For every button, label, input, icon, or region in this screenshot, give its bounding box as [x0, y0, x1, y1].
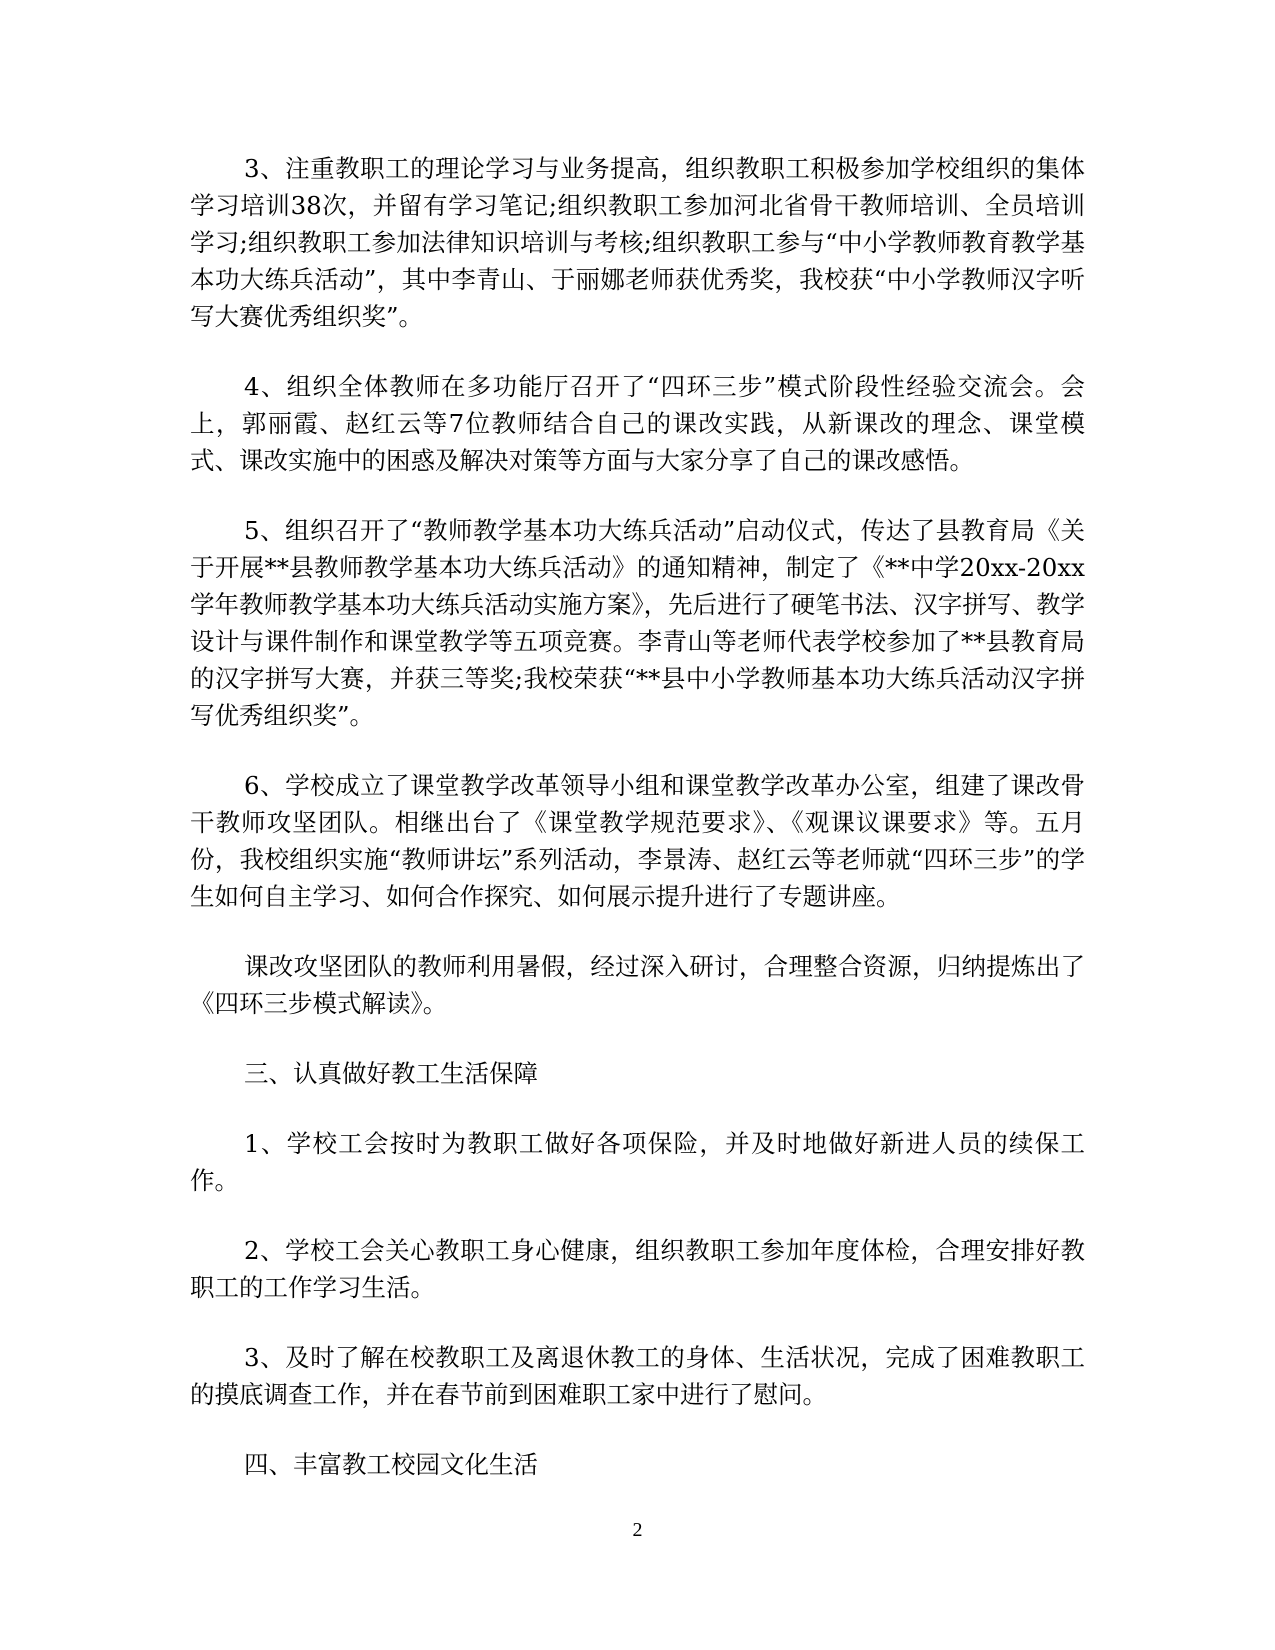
paragraph-insurance: 1、学校工会按时为教职工做好各项保险，并及时地做好新进人员的续保工作。 — [190, 1129, 1085, 1195]
paragraph-reform-summary: 课改攻坚团队的教师利用暑假，经过深入研讨，合理整合资源，归纳提炼出了《四环三步模式解读》。 — [190, 952, 1085, 1018]
paragraph-health-check: 2、学校工会关心教职工身心健康，组织教职工参加年度体检，合理安排好教职工的工作学习生活。 — [190, 1236, 1085, 1302]
paragraph-reform-team: 6、学校成立了课堂教学改革领导小组和课堂教学改革办公室，组建了课改骨干教师攻坚团队。相继出台了《课堂教学规范要求》、《观课议课要求》等。五月份，我校组织实施“教师讲坛”系列活动，李景涛、赵红云等老师就“四环三步”的学生如何自主学习、如何合作探究、如何展示提升进行了专题讲座。 — [190, 771, 1085, 911]
paragraph-care-visits: 3、及时了解在校教职工及离退休教工的身体、生活状况，完成了困难教职工的摸底调查工作，并在春节前到困难职工家中进行了慰问。 — [190, 1343, 1085, 1409]
paragraph-experience-exchange: 4、组织全体教师在多功能厅召开了“四环三步”模式阶段性经验交流会。会上，郭丽霞、赵红云等7位教师结合自己的课改实践，从新课改的理念、课堂模式、课改实施中的困惑及解决对策等方面与大家分享了自己的课改感悟。 — [190, 372, 1085, 475]
paragraph-teacher-training: 3、注重教职工的理论学习与业务提高，组织教职工积极参加学校组织的集体学习培训38次，并留有学习笔记;组织教职工参加河北省骨干教师培训、全员培训学习;组织教职工参加法律知识培训与考核;组织教职工参与“中小学教师教育教学基本功大练兵活动”，其中李青山、于丽娜老师获优秀奖，我校获“中小学教师汉字听写大赛优秀组织奖”。 — [190, 154, 1085, 331]
paragraph-skills-training: 5、组织召开了“教师教学基本功大练兵活动”启动仪式，传达了县教育局《关于开展**县教师教学基本功大练兵活动》的通知精神，制定了《**中学20xx-20xx学年教师教学基本功大练兵活动实施方案》，先后进行了硬笔书法、汉字拼写、教学设计与课件制作和课堂教学等五项竞赛。李青山等老师代表学校参加了**县教育局的汉字拼写大赛，并获三等奖;我校荣获“**县中小学教师基本功大练兵活动汉字拼写优秀组织奖”。 — [190, 516, 1085, 730]
page-number: 2 — [632, 1519, 643, 1541]
section-heading-culture: 四、丰富教工校园文化生活 — [244, 1450, 538, 1479]
section-heading-welfare: 三、认真做好教工生活保障 — [244, 1059, 538, 1088]
document-body — [190, 150, 1085, 1516]
